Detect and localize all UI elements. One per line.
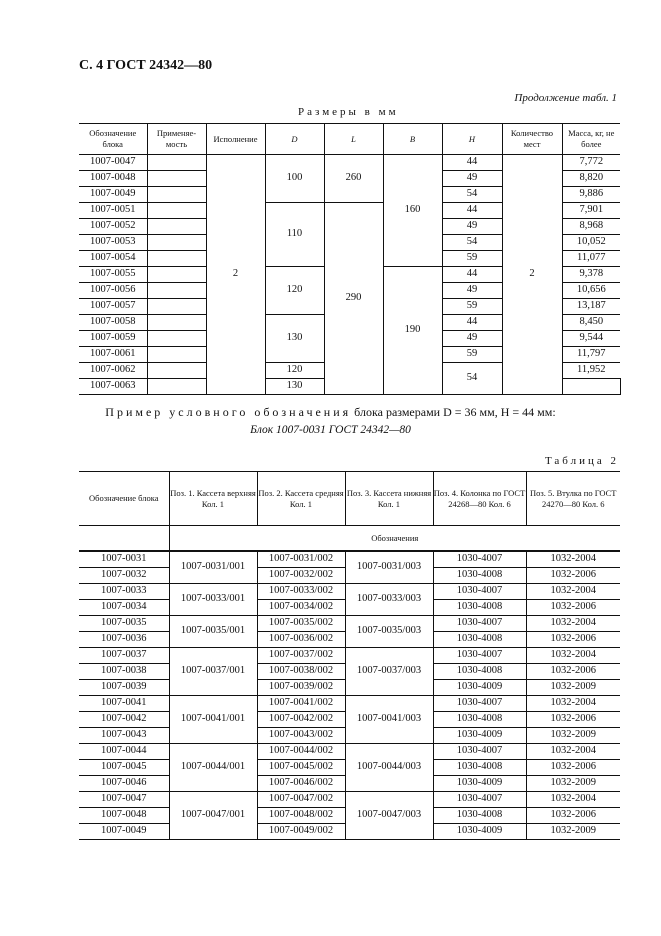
block-cell: 1007-0057: [79, 299, 147, 315]
pos4-cell: 1030-4007: [433, 551, 526, 568]
h-cell: 54: [442, 235, 502, 251]
pos5-cell: 1032-2004: [526, 551, 620, 568]
block-cell: 1007-0052: [79, 219, 147, 235]
mass-cell: 11,952: [562, 363, 620, 379]
pos2-cell: 1007-0032/002: [257, 568, 345, 584]
h-cell: 59: [442, 347, 502, 363]
pos5-cell: 1032-2009: [526, 776, 620, 792]
pos2-cell: 1007-0038/002: [257, 664, 345, 680]
pos5-cell: 1032-2009: [526, 824, 620, 840]
pos5-cell: 1032-2006: [526, 600, 620, 616]
pos2-cell: 1007-0037/002: [257, 648, 345, 664]
pos3-cell: 1007-0047/003: [345, 792, 433, 840]
block-cell: 1007-0058: [79, 315, 147, 331]
pos4-cell: 1030-4008: [433, 808, 526, 824]
h-cell: 44: [442, 155, 502, 171]
header-cell: H: [442, 124, 502, 155]
h-cell: 49: [442, 283, 502, 299]
block-cell: 1007-0059: [79, 331, 147, 347]
pos1-cell: 1007-0044/001: [169, 744, 257, 792]
pos4-cell: 1030-4007: [433, 616, 526, 632]
mass-cell: 11,797: [562, 347, 620, 363]
pos3-cell: 1007-0044/003: [345, 744, 433, 792]
block-cell: 1007-0048: [79, 171, 147, 187]
pos2-cell: 1007-0048/002: [257, 808, 345, 824]
pos4-cell: 1030-4007: [433, 648, 526, 664]
pos5-cell: 1032-2004: [526, 584, 620, 600]
header-cell: B: [383, 124, 442, 155]
example-designation: Блок 1007-0031 ГОСТ 24342—80: [250, 424, 411, 436]
block-cell: 1007-0046: [79, 776, 169, 792]
block-cell: 1007-0049: [79, 824, 169, 840]
pos4-cell: 1030-4007: [433, 584, 526, 600]
block-cell: 1007-0042: [79, 712, 169, 728]
block-cell: 1007-0055: [79, 267, 147, 283]
pos2-cell: 1007-0042/002: [257, 712, 345, 728]
block-cell: 1007-0051: [79, 203, 147, 219]
pos2-cell: 1007-0031/002: [257, 551, 345, 568]
mass-cell: 9,886: [562, 187, 620, 203]
l-cell: 260: [324, 155, 383, 203]
applicability-cell: [147, 315, 206, 331]
pos3-cell: 1007-0035/003: [345, 616, 433, 648]
pos4-cell: 1030-4007: [433, 792, 526, 808]
example-spaced-text: Пример условного обозначения: [105, 405, 352, 419]
d-cell: 110: [265, 203, 324, 267]
pos2-cell: 1007-0036/002: [257, 632, 345, 648]
applicability-cell: [147, 283, 206, 299]
designations-header: Обозначения: [169, 526, 620, 552]
d-cell: 120: [265, 267, 324, 315]
header-cell: Обозначение блока: [79, 472, 169, 526]
header-cell: Поз. 3. Кассета нижняя Кол. 1: [345, 472, 433, 526]
block-cell: 1007-0056: [79, 283, 147, 299]
pos1-cell: 1007-0047/001: [169, 792, 257, 840]
example-line: [0, 405, 661, 420]
sizes-label: Размеры в мм: [298, 106, 399, 118]
pos5-cell: 1032-2006: [526, 760, 620, 776]
count-cell: 2: [502, 155, 562, 395]
block-cell: 1007-0048: [79, 808, 169, 824]
applicability-cell: [147, 155, 206, 171]
mass-cell: 8,450: [562, 315, 620, 331]
header-cell: [79, 526, 169, 552]
block-cell: 1007-0054: [79, 251, 147, 267]
pos2-cell: 1007-0044/002: [257, 744, 345, 760]
applicability-cell: [147, 347, 206, 363]
pos5-cell: 1032-2004: [526, 648, 620, 664]
pos2-cell: 1007-0049/002: [257, 824, 345, 840]
block-cell: 1007-0049: [79, 187, 147, 203]
mass-cell: 10,052: [562, 235, 620, 251]
d-cell: 130: [265, 379, 324, 395]
pos3-cell: 1007-0037/003: [345, 648, 433, 696]
pos1-cell: 1007-0035/001: [169, 616, 257, 648]
header-cell: L: [324, 124, 383, 155]
pos1-cell: 1007-0031/001: [169, 551, 257, 584]
d-cell: 130: [265, 315, 324, 363]
header-cell: Количество мест: [502, 124, 562, 155]
pos3-cell: 1007-0033/003: [345, 584, 433, 616]
pos3-cell: 1007-0041/003: [345, 696, 433, 744]
pos5-cell: 1032-2006: [526, 632, 620, 648]
table-2: [79, 471, 620, 840]
h-cell: 54: [442, 187, 502, 203]
pos5-cell: 1032-2006: [526, 712, 620, 728]
applicability-cell: [147, 267, 206, 283]
b-cell: 160: [383, 155, 442, 267]
pos5-cell: 1032-2006: [526, 808, 620, 824]
applicability-cell: [147, 203, 206, 219]
pos5-cell: 1032-2004: [526, 744, 620, 760]
pos5-cell: 1032-2004: [526, 616, 620, 632]
pos4-cell: 1030-4009: [433, 824, 526, 840]
mass-cell: 9,378: [562, 267, 620, 283]
mass-cell: 7,901: [562, 203, 620, 219]
block-cell: 1007-0036: [79, 632, 169, 648]
pos2-cell: 1007-0035/002: [257, 616, 345, 632]
pos4-cell: 1030-4009: [433, 680, 526, 696]
mass-cell: 10,656: [562, 283, 620, 299]
pos2-cell: 1007-0033/002: [257, 584, 345, 600]
h-cell: 54: [442, 363, 502, 395]
block-cell: 1007-0045: [79, 760, 169, 776]
l-cell: [562, 379, 620, 395]
mass-cell: 8,820: [562, 171, 620, 187]
block-cell: 1007-0053: [79, 235, 147, 251]
header-cell: Обозначение блока: [79, 124, 147, 155]
table-1: [79, 123, 620, 395]
block-cell: 1007-0041: [79, 696, 169, 712]
h-cell: 59: [442, 299, 502, 315]
pos4-cell: 1030-4008: [433, 632, 526, 648]
pos4-cell: 1030-4007: [433, 744, 526, 760]
pos5-cell: 1032-2004: [526, 792, 620, 808]
header-cell: Поз. 4. Колонка по ГОСТ 24268—80 Кол. 6: [433, 472, 526, 526]
pos4-cell: 1030-4009: [433, 776, 526, 792]
pos2-cell: 1007-0034/002: [257, 600, 345, 616]
pos2-cell: 1007-0041/002: [257, 696, 345, 712]
l-cell: 290: [324, 203, 383, 395]
block-cell: 1007-0035: [79, 616, 169, 632]
pos2-cell: 1007-0039/002: [257, 680, 345, 696]
pos4-cell: 1030-4009: [433, 728, 526, 744]
block-cell: 1007-0047: [79, 792, 169, 808]
header-cell: Применяе-мость: [147, 124, 206, 155]
pos4-cell: 1030-4008: [433, 600, 526, 616]
pos5-cell: 1032-2006: [526, 664, 620, 680]
block-cell: 1007-0063: [79, 379, 147, 395]
pos2-cell: 1007-0045/002: [257, 760, 345, 776]
pos5-cell: 1032-2006: [526, 568, 620, 584]
pos3-cell: 1007-0031/003: [345, 551, 433, 584]
h-cell: 49: [442, 219, 502, 235]
pos4-cell: 1030-4008: [433, 568, 526, 584]
b-cell: 190: [383, 267, 442, 395]
block-cell: 1007-0033: [79, 584, 169, 600]
pos2-cell: 1007-0047/002: [257, 792, 345, 808]
applicability-cell: [147, 171, 206, 187]
h-cell: 44: [442, 203, 502, 219]
pos4-cell: 1030-4008: [433, 664, 526, 680]
h-cell: 59: [442, 251, 502, 267]
applicability-cell: [147, 187, 206, 203]
pos1-cell: 1007-0041/001: [169, 696, 257, 744]
block-cell: 1007-0034: [79, 600, 169, 616]
applicability-cell: [147, 363, 206, 379]
pos5-cell: 1032-2009: [526, 728, 620, 744]
pos4-cell: 1030-4007: [433, 696, 526, 712]
block-cell: 1007-0062: [79, 363, 147, 379]
pos4-cell: 1030-4008: [433, 760, 526, 776]
header-cell: Исполнение: [206, 124, 265, 155]
h-cell: 44: [442, 267, 502, 283]
h-cell: 49: [442, 171, 502, 187]
continuation-label: Продолжение табл. 1: [514, 92, 617, 104]
pos2-cell: 1007-0046/002: [257, 776, 345, 792]
header-cell: Масса, кг, не более: [562, 124, 620, 155]
mass-cell: 8,968: [562, 219, 620, 235]
applicability-cell: [147, 235, 206, 251]
ispolnenie-cell: 2: [206, 155, 265, 395]
applicability-cell: [147, 299, 206, 315]
header-cell: Поз. 1. Кассета верхняя Кол. 1: [169, 472, 257, 526]
example-text: блока размерами D = 36 мм, H = 44 мм:: [351, 405, 556, 419]
pos5-cell: 1032-2004: [526, 696, 620, 712]
block-cell: 1007-0031: [79, 551, 169, 568]
pos1-cell: 1007-0037/001: [169, 648, 257, 696]
table-2-title: Таблица 2: [544, 455, 619, 467]
applicability-cell: [147, 331, 206, 347]
pos1-cell: 1007-0033/001: [169, 584, 257, 616]
mass-cell: 11,077: [562, 251, 620, 267]
header-cell: D: [265, 124, 324, 155]
pos5-cell: 1032-2009: [526, 680, 620, 696]
block-cell: 1007-0044: [79, 744, 169, 760]
page-header: С. 4 ГОСТ 24342—80: [79, 58, 213, 73]
header-cell: Поз. 2. Кассета средняя Кол. 1: [257, 472, 345, 526]
applicability-cell: [147, 379, 206, 395]
h-cell: 44: [442, 315, 502, 331]
header-cell: Поз. 5. Втулка по ГОСТ 24270—80 Кол. 6: [526, 472, 620, 526]
block-cell: 1007-0037: [79, 648, 169, 664]
h-cell: 49: [442, 331, 502, 347]
d-cell: 100: [265, 155, 324, 203]
applicability-cell: [147, 251, 206, 267]
d-cell: 120: [265, 363, 324, 379]
block-cell: 1007-0043: [79, 728, 169, 744]
applicability-cell: [147, 219, 206, 235]
pos4-cell: 1030-4008: [433, 712, 526, 728]
pos2-cell: 1007-0043/002: [257, 728, 345, 744]
block-cell: 1007-0061: [79, 347, 147, 363]
mass-cell: 13,187: [562, 299, 620, 315]
block-cell: 1007-0047: [79, 155, 147, 171]
mass-cell: 9,544: [562, 331, 620, 347]
block-cell: 1007-0039: [79, 680, 169, 696]
block-cell: 1007-0038: [79, 664, 169, 680]
block-cell: 1007-0032: [79, 568, 169, 584]
mass-cell: 7,772: [562, 155, 620, 171]
